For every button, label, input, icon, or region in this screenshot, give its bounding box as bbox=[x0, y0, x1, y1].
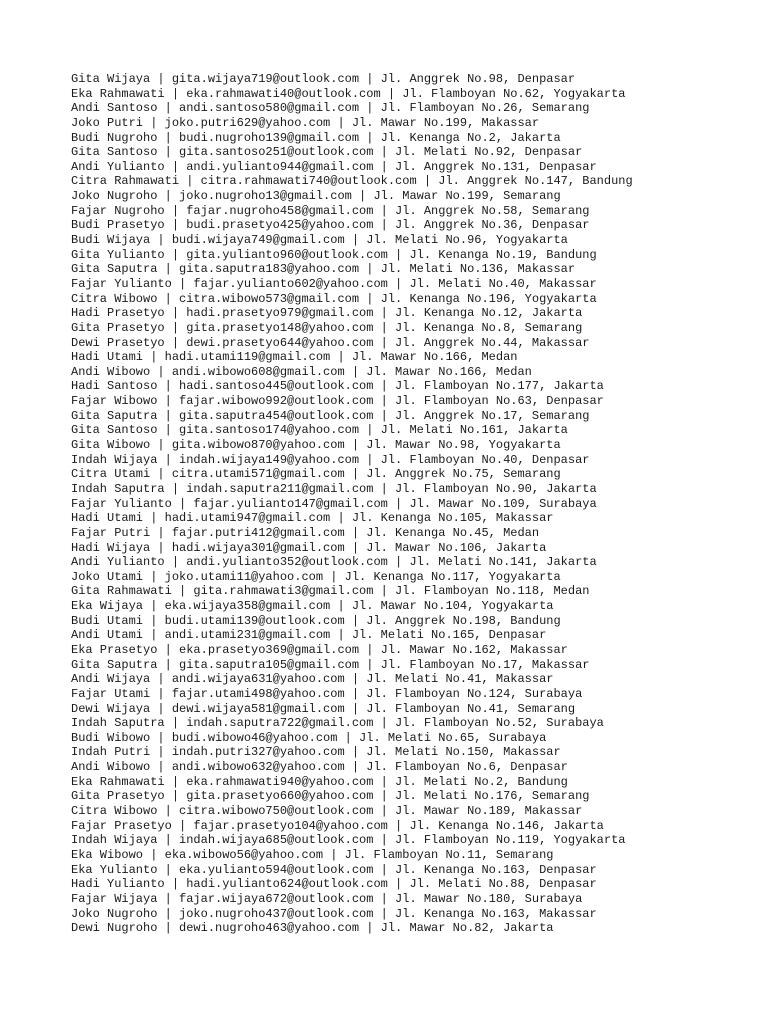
contact-record: Dewi Prasetyo | dewi.prasetyo644@yahoo.com | Jl. Anggrek No.44, Makassar bbox=[71, 335, 590, 350]
contact-record: Indah Saputra | indah.saputra722@gmail.com | Jl. Flamboyan No.52, Surabaya bbox=[71, 716, 604, 731]
contact-record: Andi Wijaya | andi.wijaya631@yahoo.com | Jl. Melati No.41, Makassar bbox=[71, 672, 554, 687]
contact-record: Joko Nugroho | joko.nugroho13@gmail.com | Jl. Mawar No.199, Semarang bbox=[71, 189, 561, 204]
contact-record: Gita Santoso | gita.santoso251@outlook.com | Jl. Melati No.92, Denpasar bbox=[71, 145, 583, 160]
contact-record: Joko Utami | joko.utami11@yahoo.com | Jl. Kenanga No.117, Yogyakarta bbox=[71, 569, 561, 584]
contact-record: Andi Yulianto | andi.yulianto944@gmail.com | Jl. Anggrek No.131, Denpasar bbox=[71, 159, 597, 174]
contact-record: Citra Wibowo | citra.wibowo750@outlook.com | Jl. Mawar No.189, Makassar bbox=[71, 804, 583, 819]
contact-record-list bbox=[71, 72, 751, 936]
contact-record: Hadi Santoso | hadi.santoso445@outlook.com | Jl. Flamboyan No.177, Jakarta bbox=[71, 379, 604, 394]
contact-record: Eka Prasetyo | eka.prasetyo369@gmail.com | Jl. Mawar No.162, Makassar bbox=[71, 642, 568, 657]
contact-record: Andi Yulianto | andi.yulianto352@outlook.com | Jl. Melati No.141, Jakarta bbox=[71, 555, 597, 570]
contact-record: Gita Santoso | gita.santoso174@yahoo.com | Jl. Melati No.161, Jakarta bbox=[71, 423, 568, 438]
contact-record: Fajar Putri | fajar.putri412@gmail.com | Jl. Kenanga No.45, Medan bbox=[71, 525, 540, 540]
contact-record: Eka Rahmawati | eka.rahmawati40@outlook.com | Jl. Flamboyan No.62, Yogyakarta bbox=[71, 86, 626, 101]
contact-record: Hadi Prasetyo | hadi.prasetyo979@gmail.com | Jl. Kenanga No.12, Jakarta bbox=[71, 306, 583, 321]
contact-record: Citra Wibowo | citra.wibowo573@gmail.com | Jl. Kenanga No.196, Yogyakarta bbox=[71, 291, 597, 306]
contact-record: Eka Wijaya | eka.wijaya358@gmail.com | Jl. Mawar No.104, Yogyakarta bbox=[71, 599, 554, 614]
contact-record: Hadi Utami | hadi.utami119@gmail.com | Jl. Mawar No.166, Medan bbox=[71, 350, 518, 365]
contact-record: Budi Wijaya | budi.wijaya749@gmail.com | Jl. Melati No.96, Yogyakarta bbox=[71, 233, 568, 248]
contact-record: Gita Prasetyo | gita.prasetyo660@yahoo.com | Jl. Melati No.176, Semarang bbox=[71, 789, 590, 804]
contact-record: Budi Wibowo | budi.wibowo46@yahoo.com | Jl. Melati No.65, Surabaya bbox=[71, 730, 547, 745]
contact-record: Hadi Wijaya | hadi.wijaya301@gmail.com | Jl. Mawar No.106, Jakarta bbox=[71, 540, 547, 555]
contact-record: Fajar Prasetyo | fajar.prasetyo104@yahoo.com | Jl. Kenanga No.146, Jakarta bbox=[71, 818, 604, 833]
contact-record: Gita Saputra | gita.saputra454@outlook.com | Jl. Anggrek No.17, Semarang bbox=[71, 408, 590, 423]
contact-record: Gita Wibowo | gita.wibowo870@yahoo.com | Jl. Mawar No.98, Yogyakarta bbox=[71, 438, 561, 453]
contact-record: Dewi Nugroho | dewi.nugroho463@yahoo.com | Jl. Mawar No.82, Jakarta bbox=[71, 921, 554, 936]
contact-record: Eka Wibowo | eka.wibowo56@yahoo.com | Jl. Flamboyan No.11, Semarang bbox=[71, 847, 554, 862]
contact-record: Andi Wibowo | andi.wibowo608@gmail.com | Jl. Mawar No.166, Medan bbox=[71, 364, 532, 379]
contact-record: Andi Utami | andi.utami231@gmail.com | Jl. Melati No.165, Denpasar bbox=[71, 628, 547, 643]
contact-record: Fajar Yulianto | fajar.yulianto602@yahoo.com | Jl. Melati No.40, Makassar bbox=[71, 276, 597, 291]
contact-record: Gita Yulianto | gita.yulianto960@outlook.com | Jl. Kenanga No.19, Bandung bbox=[71, 247, 597, 262]
contact-record: Joko Putri | joko.putri629@yahoo.com | Jl. Mawar No.199, Makassar bbox=[71, 115, 540, 130]
contact-record: Indah Putri | indah.putri327@yahoo.com | Jl. Melati No.150, Makassar bbox=[71, 745, 561, 760]
contact-record: Indah Wijaya | indah.wijaya685@outlook.com | Jl. Flamboyan No.119, Yogyakarta bbox=[71, 833, 626, 848]
contact-record: Gita Wijaya | gita.wijaya719@outlook.com | Jl. Anggrek No.98, Denpasar bbox=[71, 72, 576, 86]
contact-record: Eka Yulianto | eka.yulianto594@outlook.com | Jl. Kenanga No.163, Denpasar bbox=[71, 862, 597, 877]
contact-record: Gita Saputra | gita.saputra183@yahoo.com | Jl. Melati No.136, Makassar bbox=[71, 262, 576, 277]
contact-record: Citra Utami | citra.utami571@gmail.com | Jl. Anggrek No.75, Semarang bbox=[71, 467, 561, 482]
contact-record: Fajar Yulianto | fajar.yulianto147@gmail.com | Jl. Mawar No.109, Surabaya bbox=[71, 496, 597, 511]
contact-record: Andi Santoso | andi.santoso580@gmail.com | Jl. Flamboyan No.26, Semarang bbox=[71, 101, 590, 116]
contact-record: Indah Wijaya | indah.wijaya149@yahoo.com | Jl. Flamboyan No.40, Denpasar bbox=[71, 452, 590, 467]
contact-record: Gita Prasetyo | gita.prasetyo148@yahoo.com | Jl. Kenanga No.8, Semarang bbox=[71, 320, 583, 335]
contact-record: Budi Nugroho | budi.nugroho139@gmail.com | Jl. Kenanga No.2, Jakarta bbox=[71, 130, 561, 145]
contact-record: Dewi Wijaya | dewi.wijaya581@gmail.com | Jl. Flamboyan No.41, Semarang bbox=[71, 701, 576, 716]
contact-record: Gita Rahmawati | gita.rahmawati3@gmail.com | Jl. Flamboyan No.118, Medan bbox=[71, 584, 590, 599]
contact-record: Indah Saputra | indah.saputra211@gmail.com | Jl. Flamboyan No.90, Jakarta bbox=[71, 481, 597, 496]
contact-record: Andi Wibowo | andi.wibowo632@yahoo.com | Jl. Flamboyan No.6, Denpasar bbox=[71, 760, 568, 775]
contact-record: Budi Prasetyo | budi.prasetyo425@yahoo.com | Jl. Anggrek No.36, Denpasar bbox=[71, 218, 590, 233]
contact-record: Fajar Wijaya | fajar.wijaya672@outlook.com | Jl. Mawar No.180, Surabaya bbox=[71, 891, 583, 906]
contact-record: Citra Rahmawati | citra.rahmawati740@outlook.com | Jl. Anggrek No.147, Bandung bbox=[71, 174, 633, 189]
contact-record: Gita Saputra | gita.saputra105@gmail.com | Jl. Flamboyan No.17, Makassar bbox=[71, 657, 590, 672]
contact-record: Eka Rahmawati | eka.rahmawati940@yahoo.com | Jl. Melati No.2, Bandung bbox=[71, 774, 568, 789]
contact-record: Fajar Utami | fajar.utami498@yahoo.com | Jl. Flamboyan No.124, Surabaya bbox=[71, 686, 583, 701]
contact-record: Fajar Nugroho | fajar.nugroho458@gmail.com | Jl. Anggrek No.58, Semarang bbox=[71, 203, 590, 218]
contact-record: Fajar Wibowo | fajar.wibowo992@outlook.com | Jl. Flamboyan No.63, Denpasar bbox=[71, 394, 604, 409]
contact-record: Hadi Utami | hadi.utami947@gmail.com | Jl. Kenanga No.105, Makassar bbox=[71, 511, 554, 526]
contact-record: Budi Utami | budi.utami139@outlook.com | Jl. Anggrek No.198, Bandung bbox=[71, 613, 561, 628]
contact-record: Joko Nugroho | joko.nugroho437@outlook.com | Jl. Kenanga No.163, Makassar bbox=[71, 906, 597, 921]
contact-record: Hadi Yulianto | hadi.yulianto624@outlook.com | Jl. Melati No.88, Denpasar bbox=[71, 877, 597, 892]
